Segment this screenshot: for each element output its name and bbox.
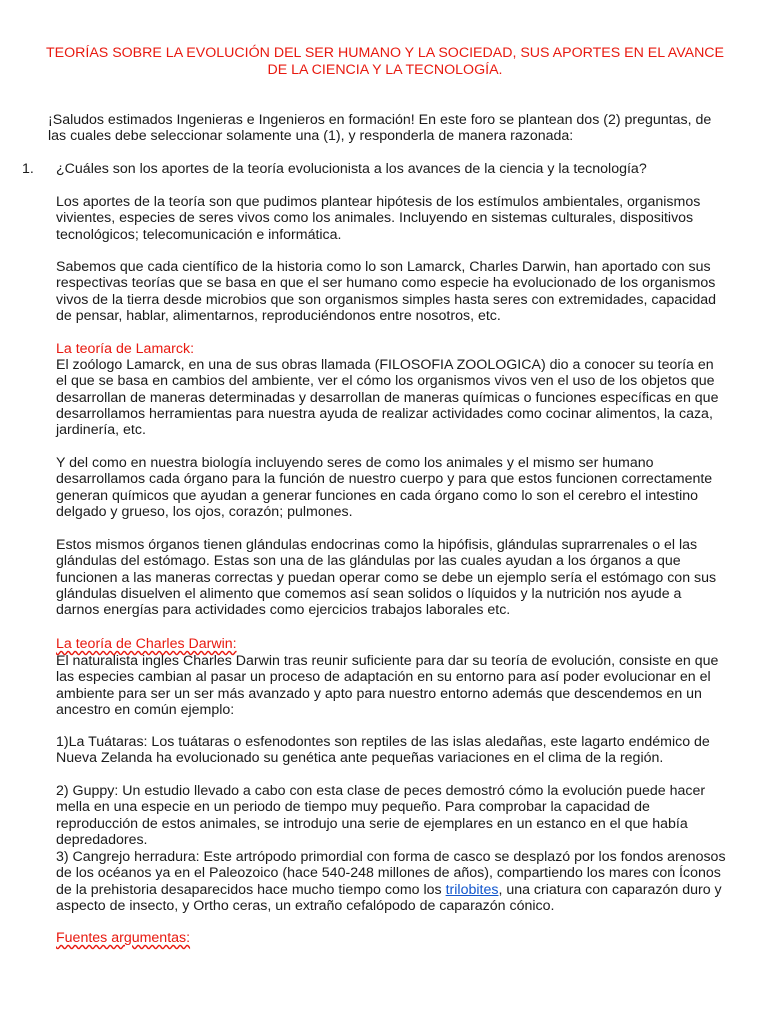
- question-1: ¿Cuáles son los aportes de la teoría evolucionista a los avances de la ciencia y la tecnología?: [56, 161, 647, 177]
- darwin-example-3-text: 3) Cangrejo herradura: Este artrópodo primordial con forma de casco se desplazó por los fondos arenosos de los océanos ya en el Paleozoico (hace 540-248 millones de años), compartiendo los mares con Íconos de la prehistoria desaparecidos hace mucho tiempo como los: [56, 849, 726, 898]
- darwin-heading: La teoría de Charles Darwin:: [56, 636, 237, 652]
- lamarck-paragraph-1: El zoólogo Lamarck, en una de sus obras llamada (FILOSOFIA ZOOLOGICA) dio a conocer su teoría en el que se basa en cambios del ambiente, ver el cómo los organismos vivos ven el uso de los objetos que desarrollan de maneras determinadas y desarrollan de maneras químicas o funciones específicas en que desarrollamos herramientas para nuestra ayuda de realizar actividades como cocinar alimentos, la caza, jardinería, etc.: [56, 357, 719, 439]
- intro-paragraph: ¡Saludos estimados Ingenieras e Ingenieros en formación! En este foro se plantean dos (2) preguntas, de las cuales debe seleccionar solamente una (1), y responderla de manera razonada:: [48, 112, 712, 145]
- document-title: TEORÍAS SOBRE LA EVOLUCIÓN DEL SER HUMANO Y LA SOCIEDAD, SUS APORTES EN EL AVANCE DE LA CIENCIA Y LA TECNOLOGÍA.: [45, 45, 725, 78]
- question-number: 1.: [22, 161, 34, 177]
- trilobites-link[interactable]: trilobites: [445, 881, 499, 898]
- darwin-paragraph-1: El naturalista ingles Charles Darwin tras reunir suficiente para dar su teoría de evolución, consiste en que las especies cambian al pasar un proceso de adaptación en su entorno para así poder evolucionar en el ambiente para ser un ser más avanzado y apto para nuestro entorno además que descendemos en un ancestro en común ejemplo:: [56, 653, 719, 718]
- lamarck-paragraph-2: Y del como en nuestra biología incluyendo seres de como los animales y el mismo ser humano desarrollamos cada órgano para la función de nuestro cuerpo y para que estos funcionen correctamente generan químicos que ayudan a generar funciones en cada órgano como lo son el cerebro el intestino delgado y grueso, los ojos, corazón; pulmones.: [56, 455, 713, 520]
- darwin-example-1: 1)La Tuátaras: Los tuátaras o esfenodontes son reptiles de las islas aledañas, este lagarto endémico de Nueva Zelanda ha evolucionado su genética ante pequeñas variaciones en el clima de la región.: [56, 734, 710, 767]
- answer-paragraph-1: Los aportes de la teoría son que pudimos plantear hipótesis de los estímulos ambientales, organismos vivientes, especies de seres vivos como los animales. Incluyendo en sistemas culturales, dispositivos tecnológicos; telecomunicación e informática.: [56, 194, 701, 243]
- lamarck-paragraph-3: Estos mismos órganos tienen glándulas endocrinas como la hipófisis, glándulas suprarrenales o el las glándulas del estómago. Estas son una de las glándulas por las cuales ayudan a los órganos a que funcionen a las maneras correctas y puedan operar como se debe un ejemplo sería el estómago con sus glándulas disuelven el alimento que comemos así sean solidos o líquidos y la nutrición nos ayude a darnos energías para actividades como ejercicios trabajos laborales etc.: [56, 537, 717, 619]
- darwin-example-3-text-end: , una criatura con caparazón duro y aspecto de insecto, y Ortho ceras, un extraño cefalópodo de caparazón cónico.: [56, 881, 722, 914]
- lamarck-heading: La teoría de Lamarck:: [56, 341, 195, 357]
- sources-heading-wrap: [56, 930, 728, 946]
- darwin-example-3: [56, 849, 728, 914]
- answer-paragraph-2: Sabemos que cada científico de la historia como lo son Lamarck, Charles Darwin, han aportado con sus respectivas teorías que se basa en que el ser humano como especie ha evolucionado de los organismos vivos de la tierra desde microbios que son organismos simples hasta seres con extremidades, capacidad de pensar, hablar, alimentarnos, reproduciéndonos entre nosotros, etc.: [56, 259, 717, 324]
- darwin-example-2: 2) Guppy: Un estudio llevado a cabo con esta clase de peces demostró cómo la evolución puede hacer mella en una especie en un periodo de tiempo muy pequeño. Para comprobar la capacidad de reproducción de estos animales, se introdujo una serie de ejemplares en un estanco en el que había depredadores.: [56, 783, 706, 848]
- darwin-heading-wrap: [56, 636, 728, 652]
- sources-heading: Fuentes argumentas:: [56, 930, 191, 946]
